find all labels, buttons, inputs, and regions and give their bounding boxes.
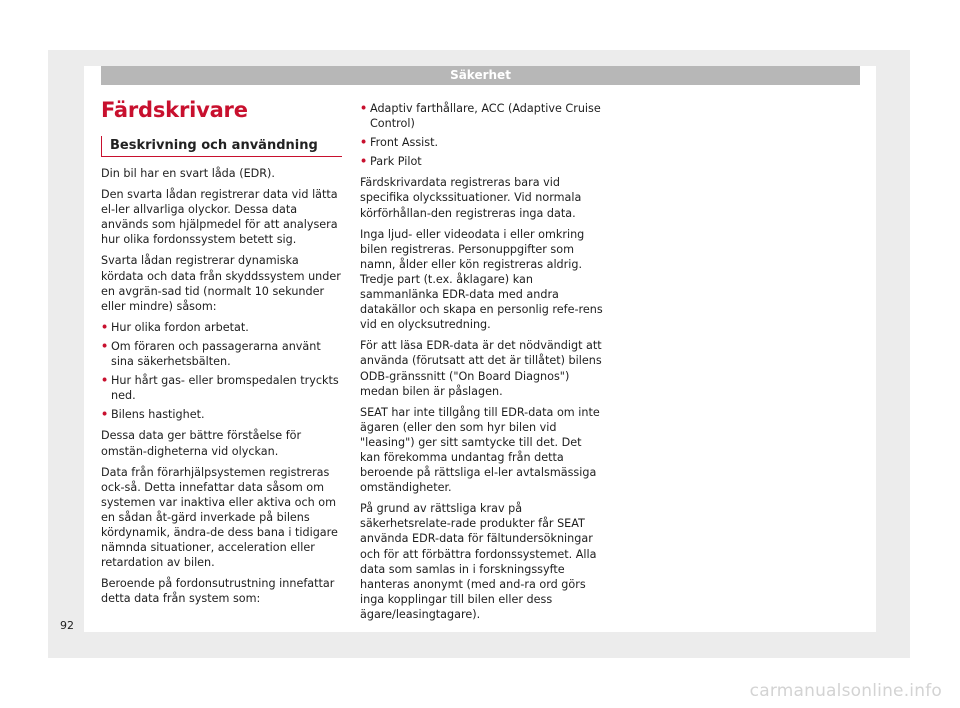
paragraph: Data från förarhjälpsystemen registreras ock-så. Detta innefattar data såsom om systemen var inaktiva eller aktiva och om en sådan åt-gärd inverkade på bilens kördynamik, ändra-de dess bana i tidigare nämnda situationer, acceleration eller retardation av bilen. — [101, 465, 338, 570]
paragraph: Svarta lådan registrerar dynamiska kördata och data från skyddssystem under en avgrän-sad tid (normalt 10 sekunder eller mindre) såsom: — [101, 254, 341, 313]
list-item: • Om föraren och passagerarna använt sina säkerhetsbälten. — [101, 339, 321, 369]
bullet-icon: • — [101, 408, 109, 422]
bullet-icon: • — [101, 339, 109, 353]
bullet-icon: • — [101, 320, 109, 334]
list-item: • Adaptiv farthållare, ACC (Adaptive Cruise Control) — [360, 102, 601, 131]
paragraph: Den svarta lådan registrerar data vid lätta el-ler allvarliga olyckor. Dessa data används som hjälpmedel för att analysera hur olika fordonssystem betett sig. — [101, 188, 338, 247]
watermark-link[interactable]: carmanualsonline.info — [749, 681, 942, 701]
right-column — [360, 101, 604, 628]
paragraph: Inga ljud- eller videodata i eller omkring bilen registreras. Personuppgifter som namn, ålder eller kön registreras aldrig. Tredje part (t.ex. åklagare) kan sammanlänka EDR-data med andra datakällor och skapa en personlig refe-rens vid en olycksutredning. — [360, 227, 603, 332]
paragraph: Beroende på fordonsutrustning innefattar detta data från system som: — [101, 577, 335, 606]
bullet-list — [101, 320, 343, 423]
page-title: Färdskrivare — [101, 98, 248, 122]
list-item: • Bilens hastighet. — [101, 408, 205, 422]
paragraph: SEAT har inte tillgång till EDR-data om inte ägaren (eller den som hyr bilen vid "leasing") ger sitt samtycke till det. Det kan förekomma undantag från detta beroende på rättsliga el-ler avtalsmässiga omständigheter. — [360, 405, 600, 495]
paragraph: För att läsa EDR-data är det nödvändigt att använda (förutsatt att det är tillåtet) bilens ODB-gränssnitt ("On Board Diagnos") medan bilen är påslagen. — [360, 339, 602, 398]
bullet-icon: • — [101, 374, 109, 388]
paragraph: På grund av rättsliga krav på säkerhetsrelate-rade produkter får SEAT använda EDR-data för fältundersökningar och för att förbättra fordonssystemet. Alla data som samlas in i forskningssyfte hanteras anonymt (med and-ra ord görs inga kopplingar till bilen eller dess ägare/leasingtagare). — [360, 502, 597, 621]
left-column — [101, 166, 343, 612]
bullet-icon: • — [360, 155, 368, 169]
page-subtitle: Beskrivning och användning — [110, 138, 318, 153]
paragraph: Din bil har en svart låda (EDR). — [101, 167, 275, 180]
paragraph: Färdskrivardata registreras bara vid specifika olyckssituationer. Vid normala körförhållan-den registreras inga data. — [360, 176, 582, 220]
page-number: 92 — [60, 619, 74, 632]
bullet-icon: • — [360, 102, 368, 115]
subtitle-rule — [101, 136, 342, 157]
bullet-list — [360, 101, 604, 169]
section-header: Säkerhet — [101, 66, 860, 85]
list-item: • Front Assist. — [360, 136, 439, 150]
list-item: • Park Pilot — [360, 155, 422, 169]
list-item: • Hur hårt gas- eller bromspedalen tryckts ned. — [101, 374, 339, 403]
list-item: • Hur olika fordon arbetat. — [101, 320, 249, 334]
bullet-icon: • — [360, 136, 368, 150]
paragraph: Dessa data ger bättre förståelse för omstän-digheterna vid olyckan. — [101, 429, 302, 458]
